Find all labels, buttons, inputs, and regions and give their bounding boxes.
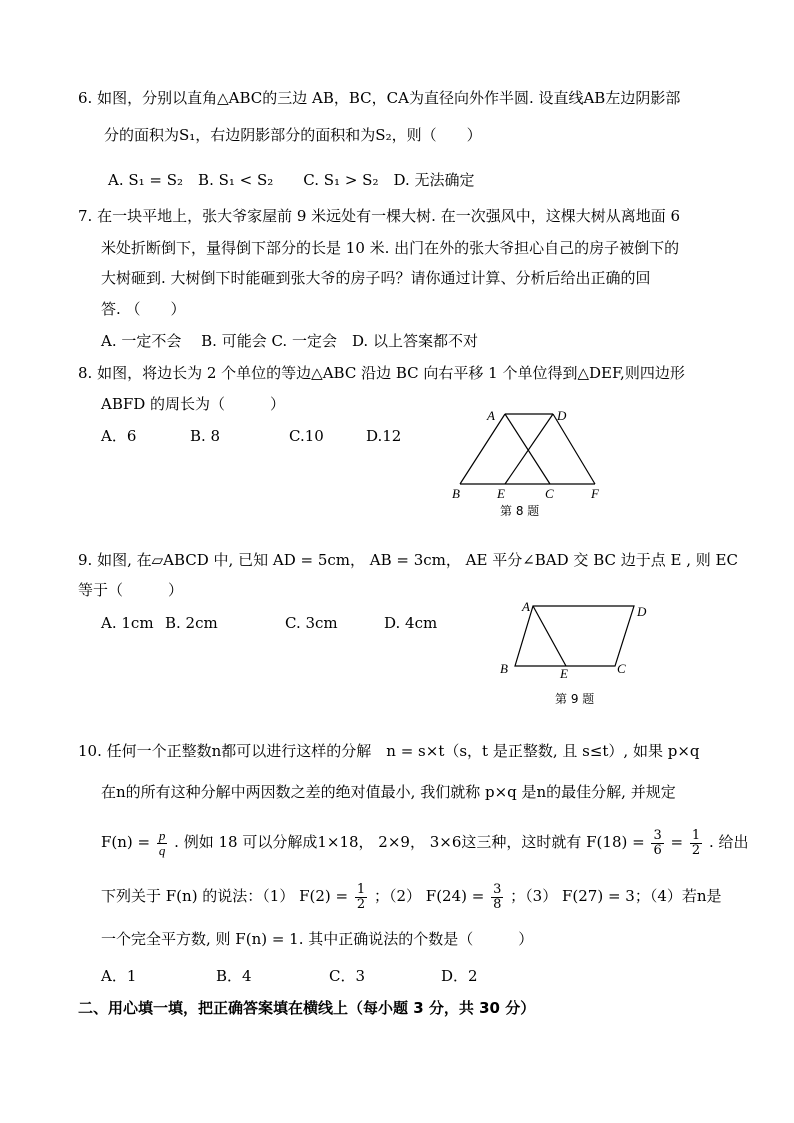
- q9-figure: [496, 596, 656, 678]
- q10-frac-pq: $\frac{p}{q}$: [158, 827, 166, 858]
- q8-figure: [445, 402, 615, 502]
- section2-heading: 二、用心填一填，把正确答案填在横线上（每小题 3 分，共 30 分）: [78, 999, 536, 1017]
- q6-options: A. S₁ = S₂ B. S₁ < S₂ C. S₁ > S₂ D. 无法确定: [108, 171, 475, 189]
- q10-option-d: D．2: [441, 967, 478, 985]
- q9-caption: 第 9 题: [555, 692, 595, 706]
- q8-line-df: [553, 414, 595, 484]
- q10-line4-a: 下列关于 F(n) 的说法：（1） F(2) =: [101, 887, 349, 905]
- q7-line3: 大树砸到. 大树倒下时能砸到张大爷的房子吗？请你通过计算、分析后给出正确的回: [101, 269, 651, 287]
- q10-frac-12: $\frac{1}{2}$: [691, 827, 701, 858]
- q10-line4-b: ；（2） F(24) =: [373, 887, 485, 905]
- q8-label-a: A: [487, 408, 495, 423]
- q10-line3-c: =: [670, 833, 684, 851]
- q9-label-e: E: [560, 666, 568, 678]
- q9-label-d: D: [637, 604, 647, 619]
- q9-option-a: A. 1cm: [101, 614, 154, 632]
- q10-line1: 10. 任何一个正整数n都可以进行这样的分解 n = s×t（s，t 是正整数, 且 s≤t）, 如果 p×q: [78, 742, 700, 760]
- q7-line2: 米处折断倒下，量得倒下部分的长是 10 米. 出门在外的张大爷担心自己的房子被倒下的: [101, 239, 680, 257]
- q8-option-d: D.12: [366, 427, 402, 445]
- q8-label-f: F: [591, 486, 599, 501]
- q8-option-c: C.10: [289, 427, 324, 445]
- q10-line3-b: . 例如 18 可以分解成1×18， 2×9， 3×6这三种，这时就有 F(18) =: [174, 833, 645, 851]
- q9-parallelogram: [515, 606, 634, 666]
- q10-option-b: B．4: [216, 967, 252, 985]
- q8-line2: ABFD 的周长为（ ）: [101, 395, 286, 413]
- q8-caption: 第 8 题: [500, 504, 540, 518]
- q9-line2: 等于（ ）: [78, 581, 184, 599]
- q10-line4-c: ；（3） F(27) = 3；（4）若n是: [510, 887, 722, 905]
- q8-label-b: B: [452, 486, 460, 501]
- q6-line1: 6. 如图，分别以直角△ABC的三边 AB，BC，CA为直径向外作半圆. 设直线AB左边阴影部: [78, 89, 681, 107]
- q6-line2: 分的面积为S₁，右边阴影部分的面积和为S₂，则（ ）: [104, 126, 482, 144]
- q9-label-b: B: [500, 661, 508, 676]
- q8-label-c: C: [545, 486, 554, 501]
- q10-option-a: A．1: [101, 967, 137, 985]
- q10-line3: [101, 826, 749, 860]
- q8-line1: 8. 如图，将边长为 2 个单位的等边△ABC 沿边 BC 向右平移 1 个单位得到△DEF,则四边形: [78, 364, 685, 382]
- q8-label-d: D: [557, 408, 567, 423]
- q10-line3-a: F(n) =: [101, 833, 151, 851]
- q10-option-c: C．3: [329, 967, 366, 985]
- q9-label-c: C: [617, 661, 626, 676]
- q10-frac-36: $\frac{3}{6}$: [653, 827, 662, 858]
- q9-option-c: C. 3cm: [285, 614, 338, 632]
- q8-option-a: A．6: [101, 427, 137, 445]
- q7-line4: 答. （ ）: [101, 300, 186, 318]
- q9-option-b: B. 2cm: [165, 614, 218, 632]
- q9-label-a: A: [522, 599, 530, 614]
- q8-label-e: E: [497, 486, 505, 501]
- q8-line-ab: [460, 414, 505, 484]
- q9-line-ae: [533, 606, 566, 666]
- q7-line1: 7. 在一块平地上，张大爷家屋前 9 米远处有一棵大树. 在一次强风中，这棵大树从离地面 6: [78, 207, 681, 225]
- q10-frac-f24: $\frac{3}{8}$: [493, 881, 502, 912]
- q8-option-b: B. 8: [190, 427, 221, 445]
- q10-line3-d: . 给出: [708, 833, 749, 851]
- q7-options: A. 一定不会 B. 可能会 C. 一定会 D. 以上答案都不对: [101, 332, 478, 350]
- q10-line4: [101, 880, 722, 914]
- q10-frac-f2: $\frac{1}{2}$: [356, 881, 366, 912]
- q9-option-d: D. 4cm: [384, 614, 438, 632]
- q10-line2: 在n的所有这种分解中两因数之差的绝对值最小, 我们就称 p×q 是n的最佳分解, 并规定: [101, 783, 676, 801]
- q10-line5: 一个完全平方数, 则 F(n) = 1. 其中正确说法的个数是（ ）: [101, 930, 534, 948]
- q9-line1: 9. 如图, 在▱ABCD 中, 已知 AD = 5cm， AB = 3cm， AE 平分∠BAD 交 BC 边于点 E , 则 EC: [78, 551, 738, 569]
